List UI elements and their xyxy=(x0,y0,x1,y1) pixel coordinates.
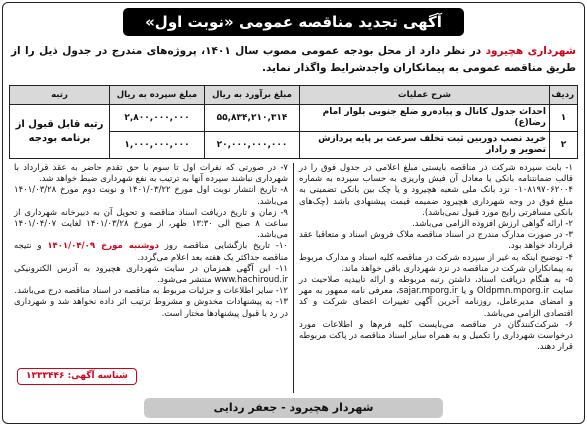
row-estimate: ۵۵,۸۳۴,۲۱۰,۳۱۴ xyxy=(205,105,300,132)
municipality-name: شهرداری هچیرود xyxy=(485,45,577,57)
condition-item: ۱۳- به پیشنهادات مخدوش و مشروط ترتیب اثر داده نخواهد شد و شهرداری در رد یا قبول پیشنهادها مختار است. xyxy=(14,297,288,319)
conditions-column-left xyxy=(9,163,293,393)
condition-item: ۵- به هنگام دریافت اسناد، داشتن رتبه مربوطه و ارائه تاییدیه صلاحیت در سایت Oldpmn.mporg.ir و یا sajar.mporg.ir، معرفی نامه ممهور به مهر و امضای مدیرعامل، روزنامه آخرین آگهی تغییرات اعضای شرکت و کد اقتصادی الزامی می‌باشد. xyxy=(299,275,573,319)
header-row-number: ردیف xyxy=(550,86,578,105)
header-estimate: مبلغ برآورد به ریال xyxy=(205,86,300,105)
intro-paragraph xyxy=(11,43,576,77)
rank-value: رتبه قابل قبول از برنامه بودجه xyxy=(10,105,110,159)
row-number: ۱ xyxy=(550,105,578,132)
condition-item: ۷- در صورتی که نفرات اول تا سوم با حق تقدم حاضر به عقد قرارداد با شهرداری نباشند سپرده آنها به ترتیب به نفع شهرداری ضبط خواهد شد. xyxy=(14,163,288,185)
condition-item: ۱- بابت سپرده شرکت در مناقصه بایستی مبلغ اعلامی در جدول فوق را در قالب ضمانتنامه بانکی یا معادل آن فیش واریزی به حساب سپرده به شماره ۰۱۰۸۱۹۷۰۶۲۰۰۴ نزد بانک ملی شعبه هچیرود و یا چک بین بانکی تضمینی به مبلغ فوق در وجه شهرداری هچیرود ضمیمه قیمت پیشنهادی باشد (چک‌های بانکی مسافرتی رایج مورد قبول نمی‌باشد). xyxy=(299,163,573,218)
condition-item: ۱۲- سایر اطلاعات و جزئیات مربوط به مناقصه در اسناد مناقصه درج می‌باشد. xyxy=(14,286,288,297)
header-deposit: مبلغ سپرده به ریال xyxy=(110,86,205,105)
conditions-column-right xyxy=(293,163,578,393)
header-description: شرح عملیات xyxy=(300,86,550,105)
opening-text-after: و نتیجه مناقصه حداکثر یک هفته بعد اعلام می‌گردد. xyxy=(14,241,288,263)
opening-text-before: ۱۰- تاریخ بازگشایی مناقصه روز xyxy=(158,241,288,252)
condition-item-opening-date xyxy=(14,241,288,263)
condition-item: ۹- زمان و تاریخ دریافت اسناد مناقصه و تحویل آن به دبیرخانه شهرداری از ساعت ۸ صبح الی ۱۳:۳۰ ظهر، از مورخ ۱۴۰۱/۰۳/۲۸ لغایت ۱۴۰۱/۰۴/۰۷ می‌باشد. xyxy=(14,207,288,241)
row-estimate: ۲۰,۰۰۰,۰۰۰,۰۰۰ xyxy=(205,132,300,159)
title-banner xyxy=(3,8,584,36)
condition-item: ۲- ارائه گواهی ارزش افزوده الزامی می‌باشد. xyxy=(412,219,573,230)
row-deposit: ۲,۸۰۰,۰۰۰,۰۰۰ xyxy=(110,105,205,132)
tender-announcement xyxy=(2,2,585,424)
table-row xyxy=(10,105,578,132)
ad-id-badge: شناسه آگهی: ۱۳۳۳۴۴۶ xyxy=(17,368,137,385)
condition-item: ۳- در صورت مدارک مندرج در اسناد مناقصه ملاک فروش اسناد و متعاقبا عقد قرارداد خواهد بود. xyxy=(299,230,573,252)
tenders-table-wrapper xyxy=(9,85,578,159)
row-deposit: ۱,۰۰۰,۰۰۰,۰۰۰ xyxy=(110,132,205,159)
row-number: ۲ xyxy=(550,132,578,159)
condition-item: ۱۱- این آگهی همزمان در سایت شهرداری هچیرود به آدرس الکترونیکی www.hachiroud.ir منتشر می‌شود. xyxy=(14,263,288,286)
condition-item: ۶- شرکت‌کنندگان در مناقصه می‌بایست کلیه فرم‌ها و اطلاعات مورد درخواست شهرداری را تکمیل و به همراه سایر اسناد مناقصه در پاکت مربوطه قرار دهند. xyxy=(299,319,573,353)
row-description: خرید نصب دوربین ثبت تخلف سرعت بر پایه پردازش تصویر و رادار xyxy=(300,132,550,159)
condition-item: ۴- توضیح اینکه به غیر از سپرده شرکت در مناقصه کلیه اسناد و مدارک مربوط به پیمانکاران شرکت در مناقصه در نزد شهرداری باقی خواهد ماند. xyxy=(299,252,573,274)
signature-bar xyxy=(3,396,584,418)
opening-date-highlight: دوشنبه مورخ ۱۴۰۱/۰۴/۰۹ xyxy=(47,241,159,252)
table-header-row xyxy=(10,86,578,105)
row-description: احداث جدول کانال و پیاده‌رو ضلع جنوبی بلوار امام رضا(ع) xyxy=(300,105,550,132)
conditions-section xyxy=(9,163,578,393)
intro-text: در نظر دارد از محل بودجه عمومی مصوب سال ۱۴۰۱، پروژه‌های مندرج در جدول ذیل را از طریق مناقصه عمومی به پیمانکاران واجدشرایط واگذار نماید. xyxy=(11,45,576,74)
condition-item: ۸- تاریخ انتشار نوبت اول مورخ ۱۴۰۱/۰۳/۲۲ و نوبت دوم مورخ ۱۴۰۱/۰۳/۲۸ می‌باشد. xyxy=(14,185,288,207)
tenders-table xyxy=(9,85,578,159)
mayor-signature: شهردار هچیرود - جعفر ردایی xyxy=(144,398,444,418)
ad-title: آگهی تجدید مناقصه عمومی «نوبت اول» xyxy=(123,8,464,36)
header-rank: رتبه xyxy=(10,86,110,105)
